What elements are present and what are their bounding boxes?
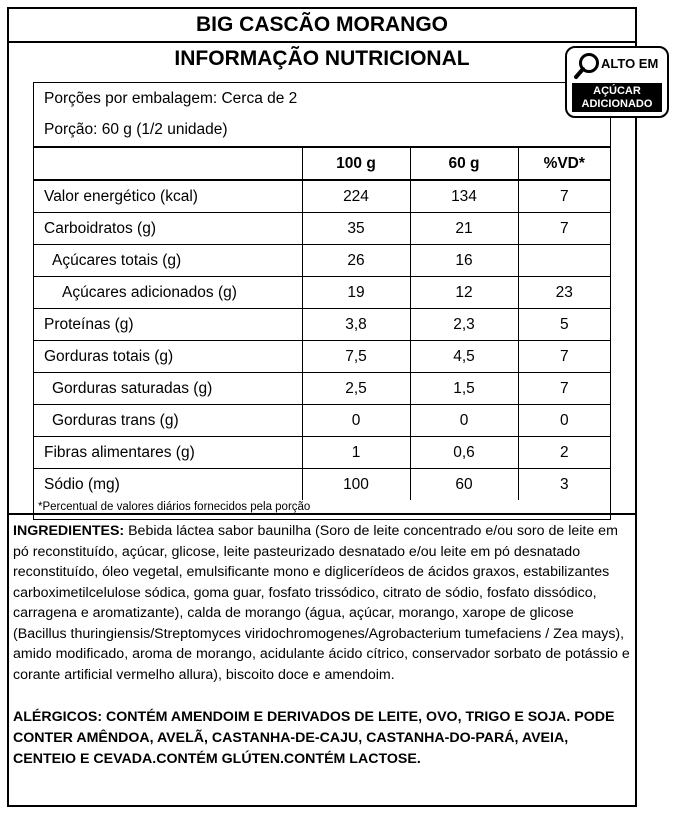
- product-title: BIG CASCÃO MORANGO: [9, 9, 635, 43]
- nutrient-name: Proteínas (g): [44, 315, 134, 333]
- ingredients-paragraph: [13, 521, 631, 685]
- value-portion: 134: [410, 180, 518, 213]
- value-100g: 224: [302, 180, 410, 213]
- nutrient-name: Açúcares adicionados (g): [62, 283, 237, 301]
- value-100g: 7,5: [302, 341, 410, 373]
- table-row: [34, 180, 610, 213]
- table-row: [34, 437, 610, 469]
- value-portion: 12: [410, 277, 518, 309]
- nutrient-name: Carboidratos (g): [44, 219, 156, 237]
- value-100g: 3,8: [302, 309, 410, 341]
- value-vd: 5: [518, 309, 610, 341]
- allergens-text: ALÉRGICOS: CONTÉM AMENDOIM E DERIVADOS DE LEITE, OVO, TRIGO E SOJA. PODE CONTER AMÊNDOA, AVELÃ, CASTANHA-DE-CAJU, CASTANHA-DO-PARÁ, AVEIA, CENTEIO E CEVADA.CONTÉM GLÚTEN.CONTÉM LACTOSE.: [13, 709, 615, 767]
- table-row: [34, 245, 610, 277]
- seal-line-1: AÇÚCAR: [593, 85, 641, 97]
- value-vd: 7: [518, 180, 610, 213]
- seal-line-2: ADICIONADO: [581, 98, 653, 110]
- value-100g: 1: [302, 437, 410, 469]
- seal-top-text: ALTO EM: [601, 56, 659, 71]
- value-vd: 3: [518, 469, 610, 501]
- header-100g: 100 g: [302, 147, 410, 180]
- value-vd: 7: [518, 373, 610, 405]
- table-row: [34, 405, 610, 437]
- header-empty: [34, 147, 302, 180]
- value-vd: 2: [518, 437, 610, 469]
- table-row: [34, 341, 610, 373]
- value-portion: 16: [410, 245, 518, 277]
- table-row: [34, 469, 610, 501]
- value-portion: 60: [410, 469, 518, 501]
- seal-bottom-box: [572, 83, 662, 112]
- nutrient-name: Gorduras totais (g): [44, 347, 174, 365]
- nutrient-name: Sódio (mg): [44, 475, 120, 493]
- portion-size: Porção: 60 g (1/2 unidade): [44, 121, 228, 138]
- value-vd: [518, 245, 610, 277]
- nutrient-name: Gorduras saturadas (g): [52, 379, 213, 397]
- section-title: INFORMAÇÃO NUTRICIONAL: [174, 47, 470, 70]
- value-vd: 7: [518, 341, 610, 373]
- value-100g: 0: [302, 405, 410, 437]
- value-100g: 100: [302, 469, 410, 501]
- value-vd: 7: [518, 213, 610, 245]
- nutrition-label: [7, 7, 637, 807]
- value-portion: 2,3: [410, 309, 518, 341]
- nutrient-name: Açúcares totais (g): [52, 251, 182, 269]
- header-portion: 60 g: [410, 147, 518, 180]
- value-100g: 35: [302, 213, 410, 245]
- table-row: [34, 309, 610, 341]
- value-portion: 21: [410, 213, 518, 245]
- ingredients-label: INGREDIENTES:: [13, 523, 125, 539]
- nutrition-table: [34, 146, 610, 500]
- table-header-row: [34, 147, 610, 180]
- portions-per-pack: Porções por embalagem: Cerca de 2: [44, 90, 298, 107]
- value-portion: 0: [410, 405, 518, 437]
- value-portion: 4,5: [410, 341, 518, 373]
- table-row: [34, 373, 610, 405]
- footnote: *Percentual de valores diários fornecidos pela porção: [38, 501, 311, 513]
- table-row: [34, 277, 610, 309]
- nutrient-name: Fibras alimentares (g): [44, 443, 195, 461]
- value-portion: 0,6: [410, 437, 518, 469]
- ingredients-section: [9, 513, 635, 805]
- nutrient-name: Valor energético (kcal): [44, 187, 198, 205]
- value-vd: 23: [518, 277, 610, 309]
- value-100g: 26: [302, 245, 410, 277]
- nutrition-panel: [33, 82, 611, 520]
- ingredients-text: Bebida láctea sabor baunilha (Soro de leite concentrado e/ou soro de leite em pó reconstituído, açúcar, glicose, leite pasteurizado desnatado e/ou leite em pó desnatado reconstituído, óleo vegetal, emulsificante mono e diglicerídeos de ácidos graxos, estabilizantes carboximetilcelulose sódica, goma guar, fosfato trissódico, citrato de sódio, fosfato dissódico, carragena e aromatizante), calda de morango (água, açúcar, morango, xarope de glicose (Bacillus thuringiensis/Streptomyces viridochromogenes/Agrobacterium tumefaciens / Zea mays), amido modificado, aroma de morango, acidulante ácido cítrico, conservador sorbato de potássio e corante artificial vermelho allura), biscoito doce e amendoim.: [13, 523, 630, 683]
- value-100g: 2,5: [302, 373, 410, 405]
- value-portion: 1,5: [410, 373, 518, 405]
- value-100g: 19: [302, 277, 410, 309]
- high-sugar-seal: [565, 46, 669, 118]
- nutrient-name: Gorduras trans (g): [52, 411, 179, 429]
- header-vd: %VD*: [518, 147, 610, 180]
- value-vd: 0: [518, 405, 610, 437]
- table-row: [34, 213, 610, 245]
